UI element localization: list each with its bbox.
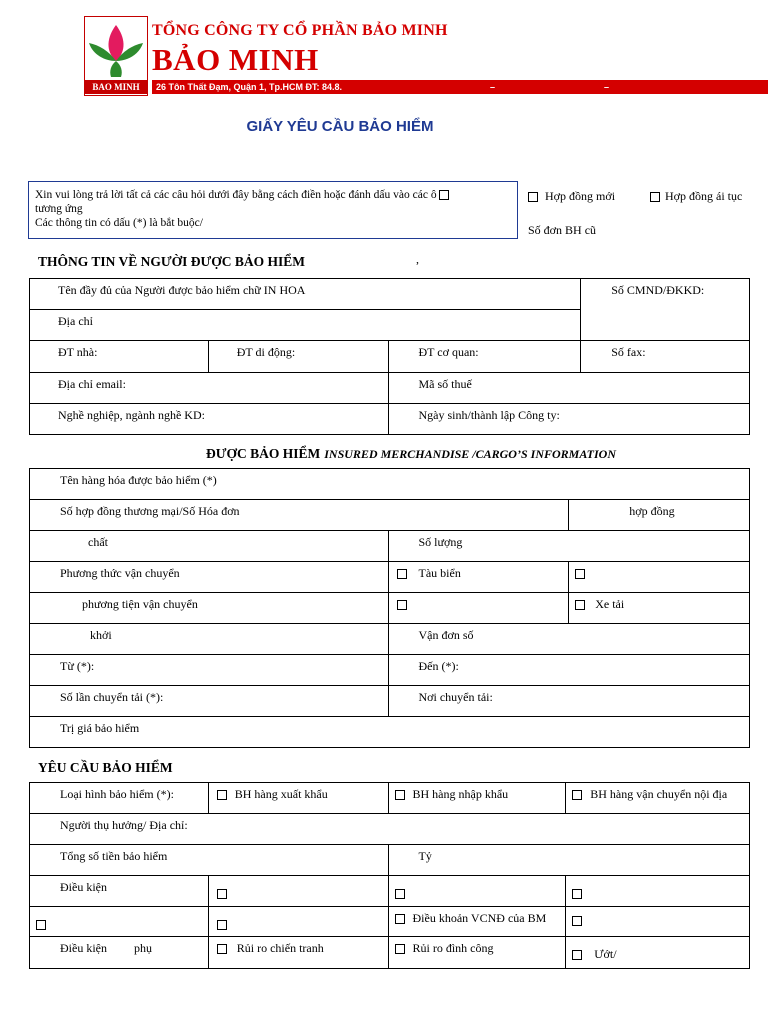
insured-info-table <box>29 278 750 435</box>
address-cell[interactable]: Địa chỉ <box>30 310 581 341</box>
insured-value-cell[interactable]: Trị giá bảo hiểm <box>30 717 750 748</box>
insurance-request-table <box>29 782 750 969</box>
dob-cell[interactable]: Ngày sinh/thành lập Công ty: <box>388 404 750 435</box>
insurance-type-cell: Loại hình bảo hiểm (*): <box>30 783 209 814</box>
mobile-cell[interactable]: ĐT di động: <box>208 341 388 373</box>
goods-name-cell[interactable]: Tên hàng hóa được bảo hiểm (*) <box>30 469 750 500</box>
departure-cell[interactable]: khởi <box>30 624 389 655</box>
sea-option-cell[interactable]: Tàu biển <box>388 562 569 593</box>
beneficiary-cell[interactable]: Người thụ hưởng/ Địa chỉ: <box>30 814 750 845</box>
strike-risk-checkbox[interactable] <box>395 944 405 954</box>
war-risk-checkbox[interactable] <box>217 944 227 954</box>
condition-d-checkbox[interactable] <box>36 920 46 930</box>
condition-e-checkbox[interactable] <box>217 920 227 930</box>
intro-line-3: Các thông tin có dấu (*) là bắt buộc/ <box>35 217 203 229</box>
condition-f-checkbox[interactable] <box>572 916 582 926</box>
bill-of-lading-cell[interactable]: Vận đơn số <box>388 624 750 655</box>
export-checkbox[interactable] <box>217 790 227 800</box>
wet-risk-checkbox[interactable] <box>572 950 582 960</box>
condition-b-cell[interactable] <box>388 876 566 907</box>
address-bar <box>152 80 768 94</box>
transship-place-cell[interactable]: Nơi chuyển tải: <box>388 686 750 717</box>
war-risk-cell[interactable]: Rủi ro chiến tranh <box>208 937 388 969</box>
vehicle-option-cell[interactable] <box>388 593 569 624</box>
fax-cell[interactable]: Số fax: <box>581 341 750 373</box>
intro-line-2: tương ứng <box>35 203 83 215</box>
sum-insured-cell[interactable]: Tổng số tiền bảo hiểm <box>30 845 389 876</box>
domestic-option-cell[interactable]: BH hàng vận chuyển nội địa <box>566 783 750 814</box>
contract-no-cell[interactable]: Số hợp đồng thương mại/Số Hóa đơn <box>30 500 569 531</box>
other-mode-checkbox[interactable] <box>575 569 585 579</box>
export-option-cell[interactable]: BH hàng xuất khẩu <box>208 783 388 814</box>
conditions-label-cell: Điều kiện <box>30 876 209 907</box>
other-mode-cell[interactable] <box>569 562 750 593</box>
home-phone-cell[interactable]: ĐT nhà: <box>30 341 209 373</box>
strike-risk-cell[interactable]: Rủi ro đình công <box>388 937 566 969</box>
section-cargo-title: ĐƯỢC BẢO HIỂM INSURED MERCHANDISE /CARGO’S INFORMATION <box>206 446 616 461</box>
nature-cell[interactable]: chất <box>30 531 389 562</box>
stray-mark: , <box>416 252 419 266</box>
address-dash-1: – <box>490 82 496 92</box>
vcnd-checkbox[interactable] <box>395 914 405 924</box>
occupation-cell[interactable]: Nghề nghiệp, ngành nghề KD: <box>30 404 389 435</box>
logo-caption: BAO MINH <box>84 80 148 94</box>
rate-cell[interactable]: Tỷ <box>388 845 750 876</box>
section-request-title: YÊU CẦU BẢO HIỂM <box>38 760 173 775</box>
section-insured-info-title: THÔNG TIN VỀ NGƯỜI ĐƯỢC BẢO HIỂM <box>38 254 306 269</box>
address-dash-2: – <box>604 82 610 92</box>
import-checkbox[interactable] <box>395 790 405 800</box>
new-contract-option[interactable] <box>528 189 615 204</box>
transship-count-cell[interactable]: Số lần chuyển tải (*): <box>30 686 389 717</box>
extra-conditions-cell: Điều kiện phụ <box>30 937 209 969</box>
full-name-cell[interactable]: Tên đầy đủ của Người được bảo hiểm chữ IN HOA <box>30 279 581 310</box>
sea-checkbox[interactable] <box>397 569 407 579</box>
condition-d-cell[interactable] <box>30 907 209 937</box>
intro-box <box>28 181 518 239</box>
office-phone-cell[interactable]: ĐT cơ quan: <box>388 341 581 373</box>
new-contract-checkbox[interactable] <box>528 192 538 202</box>
lotus-logo-icon <box>85 17 147 81</box>
condition-b-checkbox[interactable] <box>395 889 405 899</box>
page-title: GIẤY YÊU CẦU BẢO HIỂM <box>246 118 434 135</box>
vehicle-checkbox[interactable] <box>397 600 407 610</box>
condition-c-checkbox[interactable] <box>572 889 582 899</box>
email-cell[interactable]: Địa chỉ email: <box>30 373 389 404</box>
wet-risk-cell[interactable]: Ướt/ <box>566 937 750 969</box>
truck-checkbox[interactable] <box>575 600 585 610</box>
address-text: 26 Tôn Thất Đạm, Quận 1, Tp.HCM ĐT: 84.8. <box>156 82 343 92</box>
old-policy-no-label: Số đơn BH cũ <box>528 223 597 237</box>
renew-contract-option[interactable] <box>650 189 742 204</box>
vcnd-clause-cell[interactable]: Điều khoản VCNĐ của BM <box>388 907 566 937</box>
contract-right-cell[interactable]: hợp đồng <box>569 500 750 531</box>
condition-a-checkbox[interactable] <box>217 889 227 899</box>
condition-a-cell[interactable] <box>208 876 388 907</box>
condition-f-cell[interactable] <box>566 907 750 937</box>
transport-mode-cell: Phương thức vận chuyển <box>30 562 389 593</box>
id-no-cell[interactable]: Số CMND/ĐKKD: <box>581 279 750 341</box>
company-full-name: TỔNG CÔNG TY CỔ PHẦN BẢO MINH <box>152 22 448 39</box>
renew-contract-label: Hợp đồng ái tục <box>665 189 743 203</box>
renew-contract-checkbox[interactable] <box>650 192 660 202</box>
brand-name: BẢO MINH <box>152 42 319 77</box>
condition-e-cell[interactable] <box>208 907 388 937</box>
to-cell[interactable]: Đến (*): <box>388 655 750 686</box>
intro-line-1: Xin vui lòng trả lời tất cả các câu hỏi dưới đây bằng cách điền hoặc đánh dấu vào các ô <box>35 189 437 201</box>
tax-code-cell[interactable]: Mã số thuế <box>388 373 750 404</box>
import-option-cell[interactable]: BH hàng nhập khẩu <box>388 783 566 814</box>
vehicle-cell: phương tiện vận chuyển <box>30 593 389 624</box>
from-cell[interactable]: Từ (*): <box>30 655 389 686</box>
cargo-info-table <box>29 468 750 748</box>
quantity-cell[interactable]: Số lượng <box>388 531 750 562</box>
new-contract-label: Hợp đồng mới <box>545 189 616 203</box>
intro-checkbox[interactable] <box>439 190 449 200</box>
domestic-checkbox[interactable] <box>572 790 582 800</box>
truck-option-cell[interactable]: Xe tải <box>569 593 750 624</box>
condition-c-cell[interactable] <box>566 876 750 907</box>
